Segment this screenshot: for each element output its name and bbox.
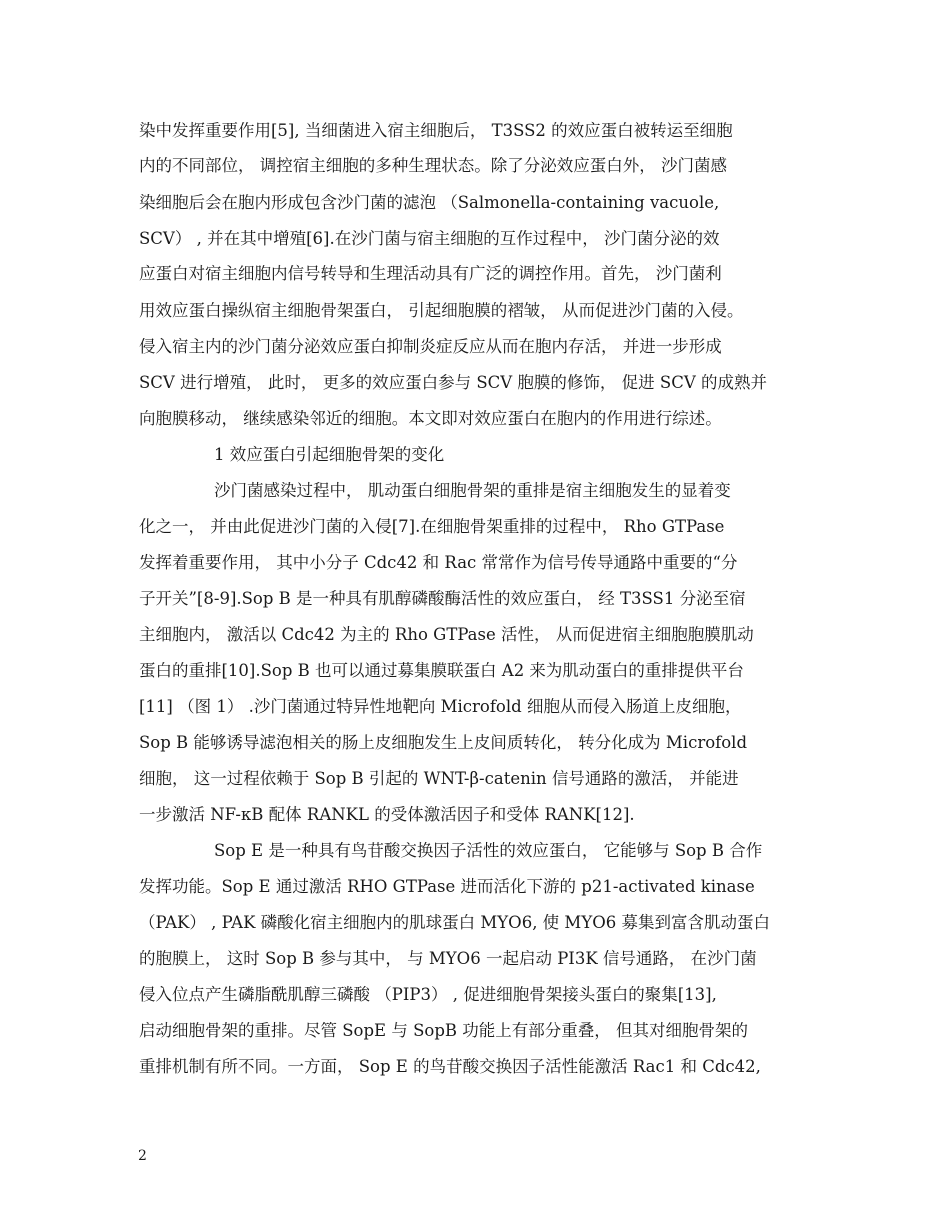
text-line: Sop E 是一种具有鸟苷酸交换因子活性的效应蛋白， 它能够与 Sop B 合作 — [214, 841, 763, 860]
text-line: 蛋白的重排[10].Sop B 也可以通过募集膜联蛋白 A2 来为肌动蛋白的重排提供平台 — [139, 661, 744, 680]
text-line: 一步激活 NF-κB 配体 RANKL 的受体激活因子和受体 RANK[12]. — [139, 805, 635, 824]
text-line: 染细胞后会在胞内形成包含沙门菌的滤泡 （Salmonella-containing vacuole, — [139, 193, 720, 212]
text-line: Sop B 能够诱导滤泡相关的肠上皮细胞发生上皮间质转化， 转分化成为 Microfold — [139, 733, 748, 752]
text-line: 染中发挥重要作用[5], 当细菌进入宿主细胞后， T3SS2 的效应蛋白被转运至细胞 — [139, 121, 733, 140]
text-line: [11] （图 1） .沙门菌通过特异性地靶向 Microfold 细胞从而侵入肠道上皮细胞， — [139, 697, 742, 716]
text-line: 的胞膜上， 这时 Sop B 参与其中， 与 MYO6 一起启动 PI3K 信号通路， 在沙门菌 — [139, 949, 757, 968]
text-line: 子开关”[8-9].Sop B 是一种具有肌醇磷酸酶活性的效应蛋白， 经 T3SS1 分泌至宿 — [139, 589, 746, 608]
text-line: SCV 进行增殖， 此时， 更多的效应蛋白参与 SCV 胞膜的修饰， 促进 SCV 的成熟并 — [139, 373, 767, 392]
text-line: 应蛋白对宿主细胞内信号转导和生理活动具有广泛的调控作用。首先， 沙门菌利 — [139, 264, 722, 283]
text-line: （PAK） , PAK 磷酸化宿主细胞内的肌球蛋白 MYO6, 使 MYO6 募集到富含肌动蛋白 — [139, 913, 770, 932]
text-line: SCV） , 并在其中增殖[6].在沙门菌与宿主细胞的互作过程中， 沙门菌分泌的效 — [139, 229, 720, 248]
text-line: 发挥功能。Sop E 通过激活 RHO GTPase 进而活化下游的 p21-activated kinase — [139, 877, 755, 896]
text-line: 化之一， 并由此促进沙门菌的入侵[7].在细胞骨架重排的过程中， Rho GTPase — [139, 517, 725, 536]
text-line: 重排机制有所不同。一方面， Sop E 的鸟苷酸交换因子活性能激活 Rac1 和 Cdc42, — [139, 1057, 761, 1076]
text-line: 用效应蛋白操纵宿主细胞骨架蛋白， 引起细胞膜的褶皱， 从而促进沙门菌的入侵。 — [139, 301, 744, 320]
page-number: 2 — [138, 1148, 147, 1164]
text-line: 向胞膜移动， 继续感染邻近的细胞。本文即对效应蛋白在胞内的作用进行综述。 — [139, 409, 722, 428]
text-line: 沙门菌感染过程中， 肌动蛋白细胞骨架的重排是宿主细胞发生的显着变 — [214, 481, 731, 500]
section-heading: 1 效应蛋白引起细胞骨架的变化 — [214, 445, 445, 464]
text-line: 主细胞内， 激活以 Cdc42 为主的 Rho GTPase 活性， 从而促进宿主细胞胞膜肌动 — [139, 625, 754, 644]
text-line: 细胞， 这一过程依赖于 Sop B 引起的 WNT-β-catenin 信号通路的激活， 并能进 — [139, 769, 739, 788]
text-line: 发挥着重要作用， 其中小分子 Cdc42 和 Rac 常常作为信号传导通路中重要的“分 — [139, 553, 738, 572]
text-line: 侵入位点产生磷脂酰肌醇三磷酸 （PIP3） , 促进细胞骨架接头蛋白的聚集[13], — [139, 985, 717, 1004]
text-line: 侵入宿主内的沙门菌分泌效应蛋白抑制炎症反应从而在胞内存活， 并进一步形成 — [139, 337, 722, 356]
text-line: 启动细胞骨架的重排。尽管 SopE 与 SopB 功能上有部分重叠， 但其对细胞骨架的 — [139, 1021, 748, 1040]
text-line: 内的不同部位， 调控宿主细胞的多种生理状态。除了分泌效应蛋白外， 沙门菌感 — [139, 156, 727, 175]
